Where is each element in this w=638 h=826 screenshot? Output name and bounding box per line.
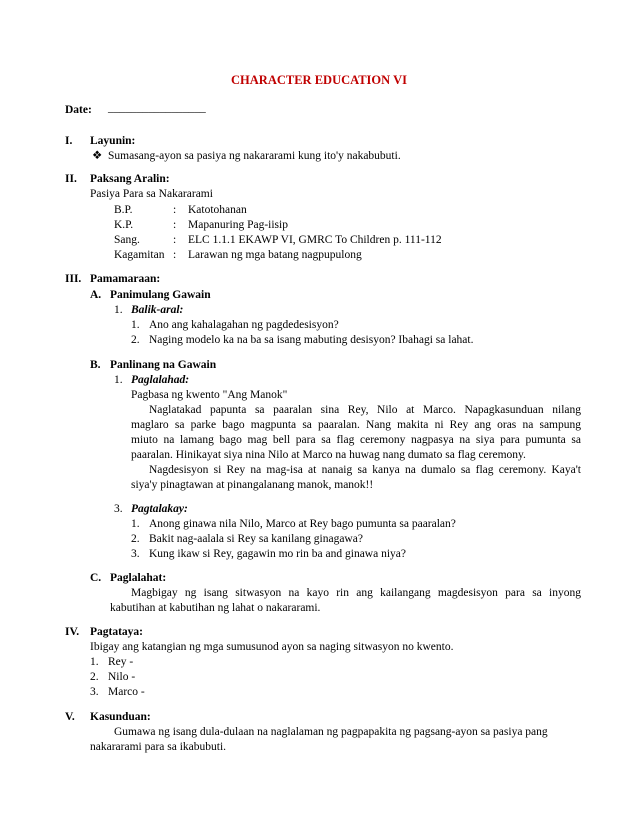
section-2-number: II. <box>65 173 77 185</box>
subsection-b-heading: Panlinang na Gawain <box>110 359 217 371</box>
item-number: 1. <box>131 518 140 530</box>
item-number: 2. <box>131 533 140 545</box>
item-number: 1. <box>114 304 123 316</box>
field-sep: : <box>173 249 177 261</box>
subsection-a-heading: Panimulang Gawain <box>110 289 211 301</box>
field-sep: : <box>173 219 177 231</box>
field-key: Sang. <box>114 234 140 246</box>
section-3-number: III. <box>65 273 82 285</box>
story-line: siya'y pinagtawan at pinangalanang manok, manok!! <box>131 479 374 491</box>
section-4-number: IV. <box>65 626 80 638</box>
review-question-1: Ano ang kahalagahan ng pagdedesisyon? <box>149 319 339 331</box>
subsection-a-label: A. <box>90 289 102 301</box>
generalization-line: kabutihan at kabutihan ng lahat o nakararami. <box>110 602 321 614</box>
story-intro: Pagbasa ng kwento "Ang Manok" <box>131 389 288 401</box>
generalization-line: Magbigay ng isang sitwasyon na kayo rin ang kailangang magdesisyon para sa inyong <box>131 587 581 599</box>
item-number: 1. <box>114 374 123 386</box>
discussion-question-2: Bakit nag-aalala si Rey sa kanilang ginagawa? <box>149 533 363 545</box>
section-1-heading: Layunin: <box>90 135 136 147</box>
field-value: Katotohanan <box>188 204 247 216</box>
field-value: ELC 1.1.1 EKAWP VI, GMRC To Children p. 111-112 <box>188 234 442 246</box>
discussion-question-1: Anong ginawa nila Nilo, Marco at Rey bago pumunta sa paaralan? <box>149 518 456 530</box>
field-key: K.P. <box>114 219 134 231</box>
field-key: Kagamitan <box>114 249 165 261</box>
date-label: Date: <box>65 104 92 116</box>
evaluation-item: Nilo - <box>108 671 136 683</box>
story-line: Naglatakad papunta sa paaralan sina Rey, Nilo at Marco. Napagkasunduan nilang <box>149 404 581 416</box>
item-number: 3. <box>131 548 140 560</box>
review-heading: Balik-aral: <box>131 304 184 316</box>
topic-title: Pasiya Para sa Nakararami <box>90 188 213 200</box>
discussion-heading: Pagtalakay: <box>131 503 188 515</box>
section-3-heading: Pamamaraan: <box>90 273 161 285</box>
field-value: Mapanuring Pag-iisip <box>188 219 288 231</box>
section-1-number: I. <box>65 135 73 147</box>
item-number: 1. <box>131 319 140 331</box>
subsection-c-label: C. <box>90 572 102 584</box>
story-line: maglaro sa parke bago magpunta sa paaralan. Nang makita ni Rey ang oras na sampung <box>131 419 581 431</box>
section-2-heading: Paksang Aralin: <box>90 173 170 185</box>
section-5-number: V. <box>65 711 75 723</box>
evaluation-item: Rey - <box>108 656 134 668</box>
item-number: 2. <box>90 671 99 683</box>
review-question-2: Naging modelo ka na ba sa isang mabuting desisyon? Ibahagi sa lahat. <box>149 334 474 346</box>
item-number: 3. <box>90 686 99 698</box>
field-value: Larawan ng mga batang nagpupulong <box>188 249 362 261</box>
item-number: 1. <box>90 656 99 668</box>
assignment-line: Gumawa ng isang dula-dulaan na naglalaman ng pagpapakita ng pagsang-ayon sa pasiya pang <box>114 726 548 738</box>
field-key: B.P. <box>114 204 133 216</box>
presentation-heading: Paglalahad: <box>131 374 190 386</box>
item-number: 2. <box>131 334 140 346</box>
discussion-question-3: Kung ikaw si Rey, gagawin mo rin ba and ginawa niya? <box>149 548 406 560</box>
evaluation-item: Marco - <box>108 686 145 698</box>
section-5-heading: Kasunduan: <box>90 711 151 723</box>
story-line: Nagdesisyon si Rey na mag-isa at nanaig sa kanya na dumalo sa flag ceremony. Kaya't <box>149 464 581 476</box>
objective-item: Sumasang-ayon sa pasiya ng nakararami kung ito'y nakabubuti. <box>108 150 401 162</box>
subsection-b-label: B. <box>90 359 101 371</box>
story-line: paaralan. Hinikayat siya nina Nilo at Marco na huwag nang dumato sa flag ceremony. <box>131 449 526 461</box>
item-number: 3. <box>114 503 123 515</box>
section-4-heading: Pagtataya: <box>90 626 144 638</box>
story-line: miuto na lamang bago mag bell para sa flag ceremony nagpasya na siya para pumunta sa <box>131 434 581 446</box>
page-title: CHARACTER EDUCATION VI <box>231 73 407 87</box>
evaluation-intro: Ibigay ang katangian ng mga sumusunod ayon sa naging sitwasyon no kwento. <box>90 641 454 653</box>
diamond-bullet-icon: ❖ <box>92 150 103 162</box>
subsection-c-heading: Paglalahat: <box>110 572 167 584</box>
date-blank: _________________ <box>108 102 206 114</box>
assignment-line: nakararami para sa ikabubuti. <box>90 741 227 753</box>
field-sep: : <box>173 204 177 216</box>
field-sep: : <box>173 234 177 246</box>
